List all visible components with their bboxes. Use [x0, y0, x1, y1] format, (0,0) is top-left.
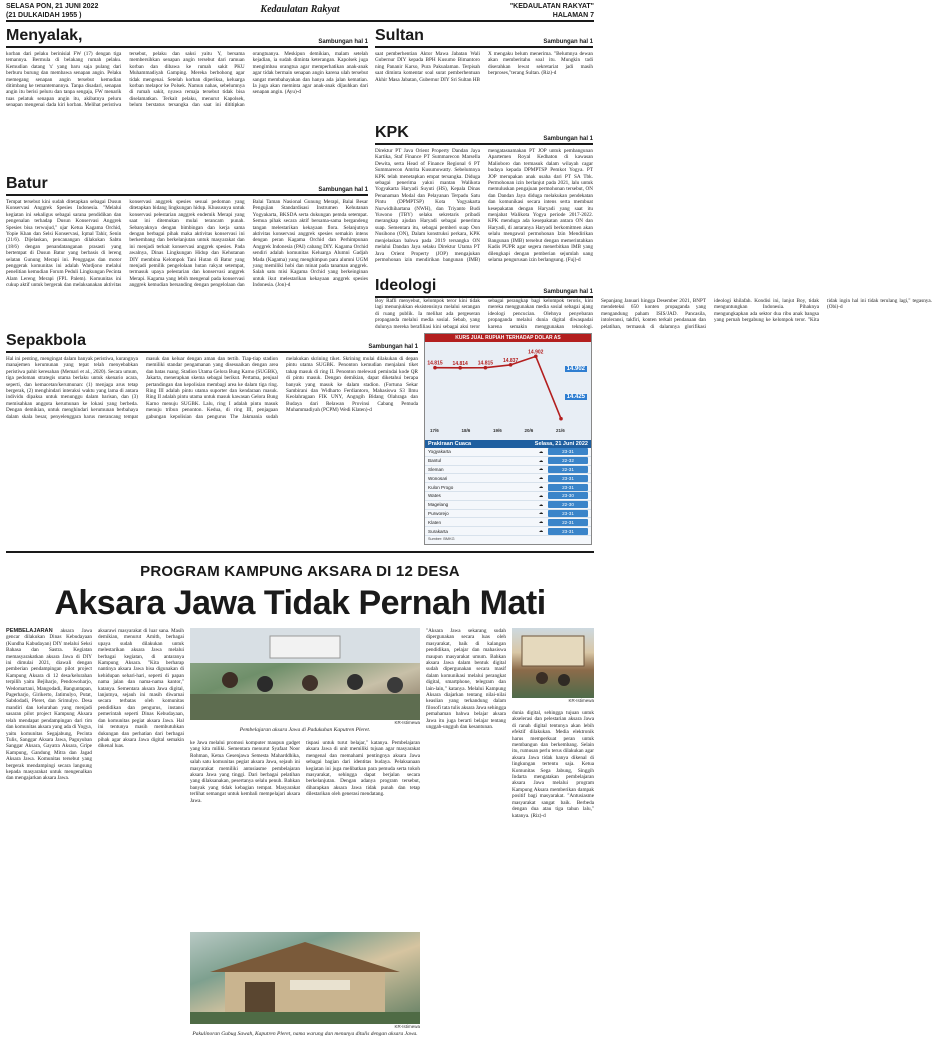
article-title: Batur — [6, 175, 48, 192]
rate-value-label: 14.837 — [502, 357, 519, 364]
weather-row — [425, 501, 591, 510]
city-name: Wates — [428, 493, 441, 499]
feature-kicker: PROGRAM KAMPUNG AKSARA DI 12 DESA — [140, 563, 460, 580]
cloud-icon: ☁ — [538, 457, 544, 463]
weather-row — [425, 457, 591, 466]
temperature-range: 23-31 — [548, 484, 588, 491]
header-date: SELASA PON, 21 JUNI 2022 — [6, 3, 99, 10]
header-hijri-date: (21 DULKAIDAH 1955 ) — [6, 12, 82, 19]
article-title: Ideologi — [375, 277, 437, 294]
warung-photo — [190, 932, 420, 1024]
date-tick: 19/6 — [493, 428, 502, 433]
city-name: Purworejo — [428, 510, 449, 516]
section-rule — [6, 194, 368, 196]
city-name: Yogyakarta — [428, 449, 451, 455]
feature-col-1-text — [6, 628, 92, 782]
city-name: Wonosari — [428, 475, 448, 481]
cloud-icon: ☁ — [538, 448, 544, 454]
temperature-range: 23-31 — [548, 528, 588, 535]
date-tick: 20/6 — [524, 428, 534, 433]
feature-col-1 — [6, 628, 92, 1046]
classroom-illustration — [190, 628, 420, 720]
continuation-label: Sambungan hal 1 — [368, 344, 418, 350]
cloud-icon: ☁ — [538, 475, 544, 481]
city-name: Kulon Progo — [428, 484, 454, 490]
cloud-icon: ☁ — [538, 501, 544, 507]
feature-col-1-body: aksara Jawa gencar dilakukan Dinas Kebudayaan (Kundha Kabudayan) DIY melalui Seksi Bahasa dan Sastra. Kegiatan memasyarakatkan aksara Jawa di DIY ini dimulai 2021, diawali dengan pemberian pendampingan pilot project Kampung Aksara di 12 desa/kelurahan terpilih yaitu Bejiharjo, Pendowoharjo, Wedomartani, Mangodadi, Banguntapan, Pagerharjo, Girikerto, Jatimulyo, Putat, Sabdodadi, Pleret, dan Srimulyo. Desa mandiri dan kelurahan yang menjadi sasaran pilot project Kampung Aksara telah mendapat pendampingan dari tim dan komunitas aksara yang ada di Yogya, yaitu komunitas Segajabung, Pecinta Tulis, Sanggar Aksara Jawa, Paguyuban Sanggar Aksara, Gayatra Aksara, Gripe Kampung, Gandung Mitra dan Jagad Aksara Jawa. Komunitas tersebut yang bergerak mendampingi secara langsung kepada masyarakat untuk mengenalkan dan mengajarkan aksara Jawa. — [6, 628, 92, 782]
photo-credit: KR-Istimewa — [394, 720, 420, 725]
feature-rule — [6, 551, 594, 553]
cloud-icon: ☁ — [538, 519, 544, 525]
warung-illustration — [190, 932, 420, 1024]
feature-col-4-text: tispasi untuk turut belajar," katanya. Pembelajaran aksara Jawa di unit memiliki tujuan agar masyarakat mengenal dan memahami pentingnya aksara Jawa sebagai bagian dari identitas budaya. Pelaksanaan kegiatan ini juga melibatkan para pemuda serta tokoh masyarakat, sehingga dapat berjalan secara berkelanjutan. Dengan adanya program tersebut, diharapkan aksara Jawa tidak punah dan tetap dilestarikan oleh generasi mendatang. — [306, 740, 420, 798]
temperature-range: 22-31 — [548, 466, 588, 473]
feature-col-5 — [426, 628, 506, 1046]
person — [302, 675, 318, 691]
article-body: korban dari pelaku berinisial FW (17) dengan tiga temannya. Bermula di belakang rumah pelaku. Kemudian datang 'x' yang baru saja pulang dari berburu burung dan membawa senapan angin. Pelaku memegang senapan angin tersebut kemudian ditimbang ke temantemannya. Tanpa disadari, senapan angin itu berisi peluru dan tanpa sengaja, FW menarik tuas pelatuk senapan angin itu, akibatnya peluru senapan mengenai dada kiri korban. Melihat peristiwa tersebut, pelaku dan saksi yaitu Y, bersama membersihkan senapan angin tersebut dari ramuan korban dan dibawa ke rumah sakit PKU Muhammadiyah Gamping. Mereka berbohong agar tidak mengenai. Setelah korban diperiksa, keluarga korban melapor ke Polsek. Namun nahas, sebelumnya di rumah sakit, nyawa remaja tersebut tidak bisa diselamatkan. Terkait pelaku, menurut Kapolsek, belum berstatus tersangka dan saat ini dititipkan orangtuanya. Meskipun demikian, malam setelah kejadian, ia sudah diminta keterangan. Kapolsek juga mengimbau orangtua agar memperhatikan anak-anak agar tidak bermain senapan angin karena ulah tersebut sangat membahayakan dan hanya ada jalan kematian. Ia juga akan meminta agar anak-anak dijauhkan dari senapan angin. (Ayu)-d — [6, 51, 368, 109]
mural-illustration — [512, 628, 594, 698]
article-body: Hal ini penting, mengingat dalam banyak peristiwa, kurangnya manajemen kerumunan yang tepat telah menyebabkan peristiwa pahit keresahan (Memari et al., 2020). Secara umum, tiga pedoman strategis utama berlaku untuk skenario acara, seperti, dan kemacetan/kerumunan: (1) menjaga arus tetap bergerak, (2) menghindari interaksi waktu yang lama di antara individu dipaksa untuk menunggu dalam barisan, dan (3) memisahkan anggota kerumunan ke lokasi yang berbeda. Dengan demikian, untuk menghindari kerumunan berbahaya dalam skala besar, penyelenggara harus merancang tempat masuk dan keluar dengan aman dan tertib. Tiap-tiap stadion memiliki standar pengamanan yang disesuaikan dengan area dan batas ruang. Stadion Utama Gelora Bung Karno (SUGBK), Jakarta, menerapkan skema sebagai berikut. Pertama, penjual pertandingan dan kepolisian membagi area ke dalam tiga ring. Ring III adalah pintu utama suporter dan kendaraan masuk. Ring II adalah pintu utama untuk masuk kawasan Gelora Bung Karno menuju SUGBK. Lalu, ring I adalah pintu masuk menuju tribun penonton. Kedua, di ring III, penjagaan gabungan kepolisian dan pengurus The Jakmania sudah melakukan skrining tiket. Skrining mulai dilakukan di depan pintu utama SUGBK. Penonton kemudian menjalani tiket tahap masuk di ring II. Penonton melewati pemindai kode QR di pintu masuk. Dengan demikian, dapat diketahui berapa banyak yang masuk ke dalam stadion. (Fortuna Sekar Sambirani dan Widharto Ferdiantoro, Mahasiswa S3 Ilmu Keolahragaan FIK UNY, Angngih Bidang Olahraga dan Budaya dari Relawan Provinsi Cabang Pemuda Muhammadiyah (PCPM) Wedi Klaten)-d — [6, 356, 418, 420]
city-name: Surakarta — [428, 528, 448, 534]
article-sultan — [375, 27, 593, 122]
feature-photo-2 — [190, 932, 420, 1046]
rate-point — [559, 417, 563, 421]
photo-credit: KR-Istimewa — [394, 1024, 420, 1029]
temperature-range: 23-31 — [548, 475, 588, 482]
cloud-icon: ☁ — [538, 510, 544, 516]
city-name: Bantul — [428, 458, 442, 464]
section-rule — [375, 143, 593, 145]
cloud-icon: ☁ — [538, 492, 544, 498]
weather-row — [425, 527, 591, 536]
weather-row — [425, 492, 591, 501]
feature-col-3 — [190, 740, 300, 930]
weather-row — [425, 518, 591, 527]
cloud-icon: ☁ — [538, 484, 544, 490]
photo-caption: Pembelajaran aksara Jawa di Padukuhan Kaputren Pleret. — [239, 727, 371, 733]
rate-value-label: 14.815 — [477, 360, 494, 367]
header-right — [510, 2, 594, 20]
lead-cap: PEMBELAJARAN — [6, 628, 53, 634]
feature-col-6 — [512, 710, 594, 1046]
weather-title: Prakiraan Cuaca — [428, 441, 472, 447]
continuation-label: Sambungan hal 1 — [318, 39, 368, 45]
person — [387, 677, 403, 693]
aksara-signboard — [522, 636, 584, 666]
masthead-name: Kedaulatan Rakyat — [260, 4, 340, 15]
weather-row — [425, 483, 591, 492]
weather-row — [425, 510, 591, 519]
infographic-panel — [424, 333, 592, 545]
person — [222, 672, 238, 688]
rate-value-label: 14.902 — [528, 349, 544, 356]
cloud-icon: ☁ — [538, 466, 544, 472]
person — [558, 674, 570, 686]
temperature-range: 22-30 — [548, 501, 588, 508]
feature-col-6-text: dunia digital, sehingga tujuan untuk akselerasi dan pelestarian aksara Jawa di ranah digital tentunya akan lebih efektif dilakukan. Media elektronik harus memperkuat peran untuk membangun dan berkembang. Selain itu, rumusan perlu terus dilakukan agar aksara Jawa tidak hanya dikenal di lingkungan tertentu saja. Ketua Komunitas Sega Jabung, Singgih Indarta mengatakan pembelajaran aksara Jawa melalui program Kampung Aksara memberikan dampak positif bagi masyarakat. "Antusiasme masyarakat sangat baik. Berbeda dengan dua atau tiga tahun lalu," katanya. (Riz)-d — [512, 710, 594, 819]
weather-city-list — [425, 448, 591, 536]
article-body: Direktur PT Java Orient Property Dandan Jaya Kartika, Staf Finance PT Summarecon Marsella Dewita, serta Head of Finance Regional 6 PT Summarecon Amrita Kusumowatty. Sebelumnya KPK telah menetapkan empat tersangka. Diduga sebagai penerima yakni mantan Walikota Yogyakarta Haryadi Suyuti (HS), Kepala Dinas Penanaman Modal dan Pelayanan Terpadu Satu Pintu (DPMPTSP) Kota Yogyakarta Nurwidhihartana (NWH), dan Triyanto Budi Yuwono (TBY) selaku sekretaris pribadi merangkap ajudan Haryadi sebagai penerima suap. Sementara itu, sebagai pemberi suap Oon Nusihono (ON), Dalam konstruksi perkara, KPK menjelaskan bahwa pada 2019 tersangka ON melalui Dandan Jaya selaku Direktur Utama PT Java Orient Property (JOP) mengajukan permohonan izin mendirikan bangunan (IMB) mengatasnamakan PT JOP untuk pembangunan Apartemen Royal Kedhaton di kawasan Malioboro dan termasuk dalam wilayah cagar budaya kepada DPMPTSP Pemkot Yogya. PT JOP merupakan anak usaha dari PT SA Tbk. Permohonan izin berlanjut pada 2021, lalu untuk memuluskan pengajuan permohonan tersebut, ON dan Dandan Jaya diduga melakukan pendekatan dan komunikasi secara intens serta membuat kesepakatan dengan Haryadi yang saat itu menjabat Walikota Yogya periode 2017-2022. KPK menduga ada kesepakatan antara ON dan Haryadi, di antaranya Haryadi berkomitmen akan selalu mengawal permohonan Izin Mendirikan Bangunan (IMB) tersebut dengan memerintahkan Kadis PUPR agar segera menerbitkan IMB yang dilengkapi dengan pemberian sejumlah uang selama pengurusan izin berlangsung. (Fuj)-d — [375, 148, 593, 263]
feature-photo-3 — [512, 628, 594, 706]
feature-headline: Aksara Jawa Tidak Pernah Mati — [54, 584, 546, 622]
doorway — [245, 982, 275, 1012]
rate-value-label: 14.814 — [452, 360, 468, 367]
roof — [210, 942, 400, 972]
temperature-range: 22-32 — [548, 457, 588, 464]
article-ideologi — [375, 298, 932, 332]
feature-col-2 — [98, 628, 184, 1046]
signboard — [290, 980, 350, 990]
article-title: Sepakbola — [6, 332, 87, 349]
city-name: Sleman — [428, 466, 444, 472]
floor — [190, 694, 420, 720]
date-tick: 21/6 — [556, 428, 565, 433]
weather-row — [425, 466, 591, 475]
section-rule — [375, 46, 593, 48]
article-kpk — [375, 124, 593, 274]
feature-photo-1 — [190, 628, 420, 736]
whiteboard — [270, 636, 340, 658]
weather-row — [425, 474, 591, 483]
exchange-rate-chart — [425, 342, 591, 440]
photo-caption: Pakulinoran Gubug Sawah, Kaputren Pleret, nama warung dan menunya ditulis dengan aksara Jawa. — [192, 1031, 418, 1037]
cloud-icon: ☁ — [538, 528, 544, 534]
feature-col-5-text: "Aksara Jawa sekarang sudah dipergunakan secara luas oleh masyarakat, baik di kalangan pendidikan, pelajar dan mahasiswa maupun masyarakat umum. Bahkan aksara Jawa dalam bentuk digital sudah dipergunakan secara masif dalam komunikasi melalui perangkat digital, smartphone, telegram dan lain-lain," katanya. Melalui Kampung Aksara diajarkan tentang nilai-nilai keaslian yang terkandung dalam filosofi tata tulis aksara Jawa sehingga pemahaman bahwa belajar aksara Jawa itu juga berarti belajar tentang unggah-ungguh dan kesantunan. — [426, 628, 506, 731]
temperature-range: 23-31 — [548, 448, 588, 455]
classroom-photo — [190, 628, 420, 720]
article-title: KPK — [375, 124, 409, 141]
weather-row — [425, 448, 591, 457]
temperature-range: 22-31 — [548, 519, 588, 526]
article-body: Tempat tersebut kini sudah ditetapkan sebagai Dusun Konservasi Anggrek Spesies Indonesia. "Melalui kegiatan ini sekaligus sebagai sarana pendidikan dan pengenalan terhadap Dusun Konservasi Anggrek Spesies bisa terwujud," ujar Ketua Kagama Orchid, Yopie Khan dan Selsi Konservasi, Iqmal Tahir, Senin (21/6). Dijelaskan, pencanangan dilakukan Sabtu (18/6) dengan penandatanganan prasasti yang bertempat di Dusun Batur yang berbasis di lereng selatan Gunung Merapi ini. Penggagas dan motor penggerak komunitas ini adalah Wardjono melalui penelitian kemudian Forum Peduli Lingkungan Pecinta Alam Lereng Merapi (FPL Palem). Komunitas ini cukup aktif untuk bergerak dan melaksanakan aktivitas konservasi anggrek spesies sesuai pedoman yang ditetapkan bidang lingkungan hidup. Khususnya untuk konservasi pelestarian anggrek endemik Merapi yang saat ini ditemukan mulai terancam punah. Sebanyaknya dengan bimbingan dan kerja sama dengan berbagai pihak maka aktivitas konservasi ini berkembang dan berkelanjutan untuk masyarakat dan ini menjadi terkait konservasi anggrek spesies. Pada awalnya, Dinas Lingkungan Hidup dan Kehutanan DIY membina Kelompok Tani Hutan di Batur yang menjadi pemilik pengelolaan hutan rakyat setempat, termasuk upaya pelestarian dan konservasi anggrek Merapi. Kagama yang lebih mengenal pada konservasi anggrek kemudian bersanding dengan pengelolaan dan Balai Taman Nasional Gunung Merapi, Balai Besar Pengujian Standardisasi Instrumen Kehutanan Yogyakarta, BKSDA serta dukungan pemda setempat. Semua pihak secara aktif bersama-sama bergandeng tangan melestarikan kekayaan flora. Selanjutnya aktivitas konservasi anggrek spesies semakin intens dengan peran Kagama Orchid dan Perhimpunan Anggrek Indonesia (PAI) cabang DIY. Kagama Orchid sendiri adalah komunitas Keluarga Alumni Gadjah Mada (Kagama) yang menghimpun para alumni UGM yang memiliki hobi dan minat pada tanaman anggrek. Salah satu misi Kagama Orchid yang berkeinginan untuk ikut melestarikan kekayaan anggrek spesies Indonesia. (Jon)-d — [6, 199, 368, 289]
photo-credit: KR-Istimewa — [568, 698, 594, 703]
page-header — [6, 2, 594, 22]
article-body: saat pemberhentian Aktor Mawa Jabatan Wali Gubernur DIY kepada BPH Kusumo Bimantoro ning Pananir Karso, Pura Pakualaman. Terpisah saat diminta komentar soal surat pemberhentuan Akhir Masa Jabatan, Gubernur DIY Sri Sultan HB X mengaku belum menerima. "Belumnya dewan akan memberitahu soal itu. Mungkin tadi diserahkan lewat sekretariat jadi masih berproses,"terang Sultan. (Riz)-d — [375, 51, 593, 83]
rate-highlight: 14.902 — [566, 366, 585, 372]
weather-source: Sumber: BMKG — [428, 536, 455, 541]
continuation-label: Sambungan hal 1 — [543, 136, 593, 142]
continuation-label: Sambungan hal 1 — [318, 187, 368, 193]
person — [347, 674, 363, 690]
date-tick: 18/6 — [461, 428, 471, 433]
feature-col-2-text: aksarawi masyarakat di luar sana. Masih demikian, menurut Amith, berbagai upaya sudah dilakukan untuk melestarikan aksara Jawa melalui berbagai kegiatan, di antaranya Kampung Aksara. "Kita berharap nantinya aksara Jawa bisa digunakan di kehidupan sehari-hari, seperti di papan nama jalan dan nama-nama kantor," katanya. Sementara aksara Jawa digital, lanjutnya, sejauh ini masih diwarnai secara terbatas oleh komunitas pendidikan dan pengurus, instansi pemerintah seperti Dinas Kebudayaan, dan komunitas pegiat aksara Jawa. Hal ini tentunya masih membutuhkan dukungan dan perhatian dari berbagai pihak agar aksara Jawa digital semakin dikenal luas. — [98, 628, 184, 750]
continuation-label: Sambungan hal 1 — [543, 39, 593, 45]
rate-highlight-2: 14.425 — [566, 394, 585, 400]
city-name: Klaten — [428, 519, 442, 525]
feature-col-4 — [306, 740, 420, 930]
article-sepakbola — [6, 332, 418, 547]
city-name: Magelang — [428, 502, 449, 508]
grass — [190, 1012, 420, 1024]
article-batur — [6, 175, 368, 325]
article-menyalak — [6, 27, 368, 172]
section-rule — [6, 351, 418, 353]
article-title: Menyalak, — [6, 27, 83, 44]
temperature-range: 23-31 — [548, 510, 588, 517]
feature-col-3-text: ke Jawa melalui promosi komputer maupun gadget yang kita miliki. Sementara menurut Syafaat Noor Rohman, Ketua Gesenjawa Semesta Maharddhika, salah satu komunitas pegiat aksara Jawa, sejauh ini masyarakat memiliki antusiasme pembelajaran aksara Jawa yang tinggi. Dari berbagai pelatihan yang dilaksanakan, pesertanya selalu penuh. Bahkan banyak yang tidak kebagian tempat. Masyarakat terlihat semangat untuk kembali mempelajari aksara Jawa. — [190, 740, 300, 804]
article-title: Sultan — [375, 27, 424, 44]
header-publication: "KEDAULATAN RAKYAT" — [509, 3, 594, 10]
section-rule — [6, 46, 368, 48]
person — [257, 676, 273, 692]
exchange-rate-svg — [425, 342, 591, 440]
date-tick: 17/6 — [430, 428, 439, 433]
weather-date: Selasa, 21 Juni 2022 — [534, 441, 588, 447]
header-page-number: HALAMAN 7 — [552, 12, 594, 19]
person — [536, 672, 548, 684]
temperature-range: 23-30 — [548, 492, 588, 499]
mural-photo — [512, 628, 594, 698]
continuation-label: Sambungan hal 1 — [543, 289, 593, 295]
exchange-rate-title: KURS JUAL RUPIAH TERHADAP DOLAR AS — [425, 334, 591, 342]
rate-value-label: 14.815 — [427, 360, 443, 367]
article-body: Boy Rafli menyebut, kelompok teror kini tidak lagi menunjukkan eksistensinya melalui serangan di ruang publik. Ia melihat ada pergeseran propaganda melalui media sosial. Sebab, yang dulunya mereka berafiliasi kini sebagai aksi teror sebagai perangkap bagi kelompok teroris, kini mereka menggunakan media sosial sebagai ajang ideologi pencucian. Olehnya penyebaran propaganda melalui dunia digital diwaspadai karena semakin menggunakan teknologi. Sepanjang Januari hingga Desember 2021, BNPT mendeteksi 650 konten propaganda yang mengandung paham ISIS/JAD. Pancasila, intoleransi, takfiri, konten terkait pendanaan dan pelatihan, termasuk di dalamnya glorifikasi ideologi khilafah. Kondisi ini, lanjut Boy, tidak menguntungkan Indonesia. Pihaknya mengungkapkan ada sektor dua ribu anak bangsa yang pernah bergabung ke kelompok teror. "Kita tidak ingin hal ini tidak terulang lagi," tegasnya. (Obi)-d — [375, 298, 932, 330]
chart-bg — [425, 342, 591, 440]
